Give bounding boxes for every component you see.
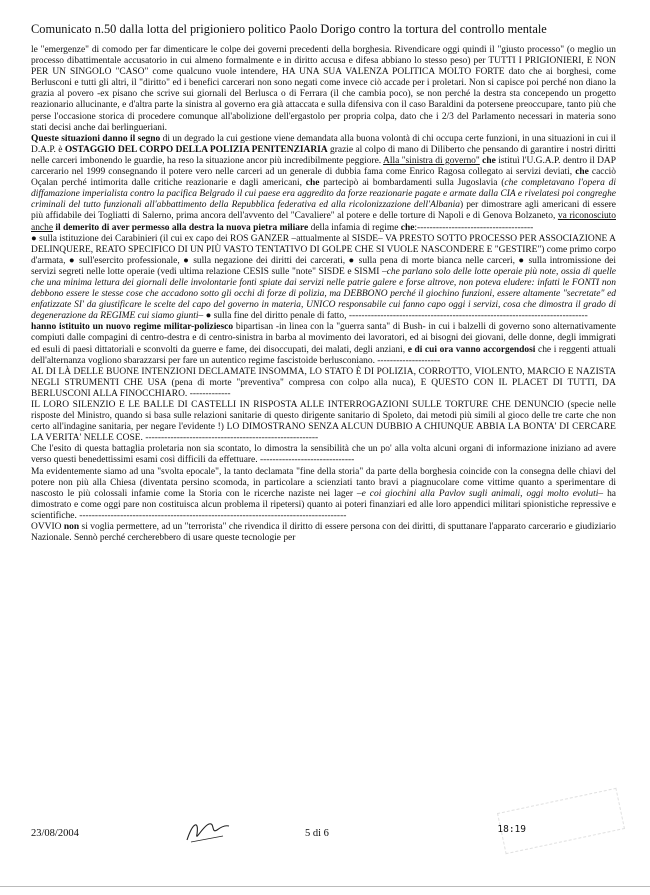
- signature-icon: [183, 816, 233, 846]
- caps-run: AL DI LÀ DELLE BUONE INTENZIONI DECLAMATE INSOMMA, LO STATO È DI POLIZIA, CORROTTO, VIOLENTO, MARCIO E NAZISTA NEGLI STRUMENTI CHE USA: [31, 366, 616, 388]
- text-run: Ma evidentemente siamo ad una "svolta epocale", la tanto declamata "fine della storia" da parte della borghesia coincide con la consegna delle chiavi del potere non più alla Chiesa (diventata persino scomoda, in particolare a scienziati tanto bravi a piagnucolare come vittime quanto a sperimentare di nascosto le più colossali infamie come la Storia con le ricerche naziste nei lager –: [31, 466, 616, 499]
- bullet-text: sulla istituzione dei Carabinieri (il cui ex capo dei ROS GANZER –attualmente al SISDE– VA PRESTO SOTTO PROCESSO PER ASSOCIAZIONE A DELINQUERE, REATO SPECIFICO DI UN PIÙ VASTO TENTATIVO DI GOLPE CHE SI VUOLE NASCONDERE E "GESTIRE") come primo corpo d'armata,: [31, 233, 616, 266]
- paragraph-7: Che l'esito di questa battaglia proletaria non sia scontato, lo dimostra la sensibilità che un po' alla volta alcuni organi di informazione iniziano ad avere verso questi benedettissimi esami così difficili da effettuare. ------------------------------: [31, 444, 616, 466]
- text-run: si voglia permettere, ad un "terrorista" che rivendica il diritto di essere persona con dei diritti, di sputtanare l'apparato carcerario e giudiziario Nazionale. Sennò perché cercherebbero di usare queste tecnologie per: [31, 522, 616, 544]
- caps-run: LO DIMOSTRANO SENZA ALCUN DUBBIO A CHIUNQUE ABBIA LA BONTA' DI CERCARE LA VERITA' NELLE COSE.: [31, 422, 616, 444]
- bottom-rule: [0, 886, 650, 887]
- footer-date: 23/08/2004: [31, 828, 79, 839]
- paragraph-1: le "emergenze" di comodo per far dimenticare le colpe dei governi precedenti della borghesia. Rivendicare oggi quindi il "giusto processo" (o meglio un processo dibattimentale accusatorio in cui almeno formalmente e in diritto accusa e difesa abbiano lo stesso peso) per TUTTI I PRIGIONIERI, E NON PER UN SINGOLO "CASO" come qualcuno vuole intendere, HA UNA SUA VALENZA POLITICA MOLTO FORTE dato che ai borghesi, come Berlusconi e tutti gli altri, il "diritto" ed i benefici carcerari non sono negati come invece ciò accade per i proletari. Non si capisce poi perché non diano la grazia al povero -ex pisano che scrive sui giornali del Berlusca o di Ferrara (il che cambia poco), se non perché la destra sta concependo un progetto reazionario allucinante, e d'altra parte la sinistra al governo era già attaccata e sulla difensiva con il caso Baraldini da potersene preoccupare, tanto più che perse l'occasione storica di procedere comunque all'abolizione dell'ergastolo per propria colpa, dato che i 2/3 del Parlamento necessari in materia sono stati decisi anche dai berlingueriani.: [31, 45, 616, 133]
- text-run: bipartisan -in linea con la "guerra santa" di Bush- in cui i balzelli di governo sono alternativamente compiuti dalle compagini di centro-destra e di centro-sinistra in barba al movimento dei lavoratori, ed ai bisogni dei giovani, delle donne, degli immigrati ed esuli di paesi dittatoriali e sconvolti da guerre e fame, dei disoccupati, dei malati, degli anziani,: [31, 322, 616, 355]
- text-run: (specie nelle risposte del Ministro, quando si basa sulle relazioni sanitarie di questo dirigente sanitario di Spoleto, dai metodi più simili al gioco delle tre carte che non certo all'indagine sanitaria, per negare l'evidente !): [31, 400, 616, 433]
- text-run: (pena di morte "preventiva" compresa con colpo alla nuca),: [166, 377, 421, 388]
- bullet-text: sulla fine del diritto penale di fatto, ----------------------------------------------------------------------------: [213, 311, 588, 322]
- caps-run: E QUESTO CON IL PLACET DI TUTTI, DA BERLUSCONI ALLA FINOCCHIARO.: [31, 377, 616, 399]
- bullet-icon: ●: [183, 255, 194, 266]
- paragraph-4: [31, 322, 616, 366]
- bold-lead: Queste situazioni danno il segno: [31, 133, 161, 144]
- text-run: OVVIO: [31, 522, 64, 533]
- text-run: di un degrado la cui gestione viene demandata alla buona volontà di chi occupa certe funzioni, in una situazioni in cui il D.A.P. è: [31, 133, 616, 155]
- paragraph-2: [31, 134, 616, 234]
- italic-run: e coi giochini alla Pavlov sugli animali, oggi molto evoluti: [361, 488, 599, 499]
- bold-run: che: [479, 155, 496, 166]
- text-run: istituì l'U.G.A.P. dentro il DAP carcerario nel 1999 consegnando il potere vero nelle carceri ad un generale di dubbia fama come Enrico Ragosa collegato ai servizi deviati,: [31, 155, 616, 178]
- text-run: -------------: [187, 388, 231, 399]
- bold-run: il demerito di aver permesso alla destra la nuova pietra miliare: [53, 222, 309, 233]
- text-run: partecipò ai bombardamenti sulla Jugoslavia (: [319, 178, 505, 189]
- text-run: grazie al colpo di mano di Diliberto che pensando di garantire i nostri diritti nelle carceri imbonendo le guardie, ha reso la situazione ancor più incredibilmente peggiore.: [31, 144, 616, 166]
- page-number: 5 di 6: [305, 828, 329, 839]
- paragraph-6: [31, 400, 616, 444]
- text-run: -------------------------------------------------------: [142, 433, 319, 444]
- bullet-text: sulla intromissione dei servizi segreti nelle lotte operaie (vedi ultima relazione CESIS sulle "note" SISDE e SISMI –: [31, 255, 616, 277]
- text-run: cacciò Oçalan perché intimorita dalle critiche reazionarie e dagli americani,: [31, 167, 616, 189]
- page-footer: [31, 822, 616, 862]
- bold-run: hanno istituito un nuovo regime militar-poliziesco: [31, 322, 234, 333]
- bold-run: che: [575, 167, 589, 178]
- paragraph-5: [31, 367, 616, 400]
- bold-run: OSTAGGIO DEL CORPO DELLA POLIZIA PENITENZIARIA: [64, 144, 328, 155]
- paragraph-3-bullets: [31, 234, 616, 323]
- bullet-icon: ●: [205, 311, 214, 322]
- bold-run: che: [305, 178, 320, 189]
- underlined-run: va riconosciuto anche: [31, 211, 616, 233]
- caps-run: IL LORO SILENZIO E LE BALLE DI CASTELLI IN RISPOSTA ALLE INTERROGAZIONI SULLE TORTURE CHE DENUNCIO: [31, 400, 564, 410]
- bullet-text: sulla negazione dei diritti dei carcerati,: [193, 255, 346, 266]
- text-run: che i reggenti attuali dell'alternanza vogliono sbarazzarsi per fare un autentico regime fascistoide berlusconiano. --------------------: [31, 344, 616, 366]
- text-run: :-------------------------------------: [414, 222, 534, 233]
- bold-run: che: [400, 222, 415, 233]
- document-body: [31, 45, 616, 544]
- text-run: ) per dimostrare agli americani di essere più affidabile dei Togliatti di Salerno, prima ancora dell'avvento del "Cavaliere" al potere e delle torture di Napoli e di Genova Bolzaneto,: [31, 200, 616, 222]
- text-run: della infamia di regime: [308, 222, 401, 233]
- italic-run: che completavano l'opera di diffamazione imperialista contro la pacifica Belgrado il cui paese era aggredito da forze reazionarie pagate e armate dalla CIA e rivelatesi poi congreghe criminali del tutto funzionali all'abbattimento della Repubblica federativa ed alla ricolonizzazione dell'Albania: [31, 178, 616, 211]
- paragraph-8: [31, 467, 616, 522]
- bold-run: e di cui ora vanno accorgendosi: [407, 344, 536, 355]
- bold-run: non: [63, 522, 80, 533]
- bullet-icon: ●: [518, 255, 529, 266]
- text-run: – ha dimostrato e come oggi pare non costituisca alcun problema il ripetersi) quanto ai poteri finanziari ed alle loro appendici militari spionistiche repressive e scientifiche. -------------------------------------------------------------------------------------: [31, 488, 616, 521]
- bullet-icon: ●: [31, 233, 40, 244]
- page-title: Comunicato n.50 dalla lotta del prigioniero politico Paolo Dorigo contro la tortura del controllo mentale: [31, 22, 547, 36]
- footer-time: 18:19: [497, 824, 526, 835]
- bullet-icon: ●: [348, 255, 359, 266]
- bullet-icon: ●: [68, 255, 79, 266]
- bullet-text: sull'esercito professionale,: [78, 255, 180, 266]
- paragraph-9: [31, 522, 616, 544]
- italic-run: che parlano solo delle lotte operaie più note, ossia di quelle che una minima lettura dei giornali delle involontarie fonti spiate dai servizi nelle patrie galere e forse altrove, non poteva eludere: infatti le FONTI non debbono essere le stesse cose che accadono sotto gli occhi di forze di polizia, ma DEBBONO perché il giochino funzioni, essere altamente "secretate" ed enfatizzate SI' da giustificare le scelte del capo del governo in materia, UNICO responsabile cui fanno capo oggi i servizi, cosa che dimostra il grado di degenerazione da REGIME cui siamo giunti–: [31, 266, 616, 322]
- underlined-run: Alla "sinistra di governo": [383, 155, 480, 166]
- bullet-text: sulla pena di morte bianca nelle carceri,: [358, 255, 515, 266]
